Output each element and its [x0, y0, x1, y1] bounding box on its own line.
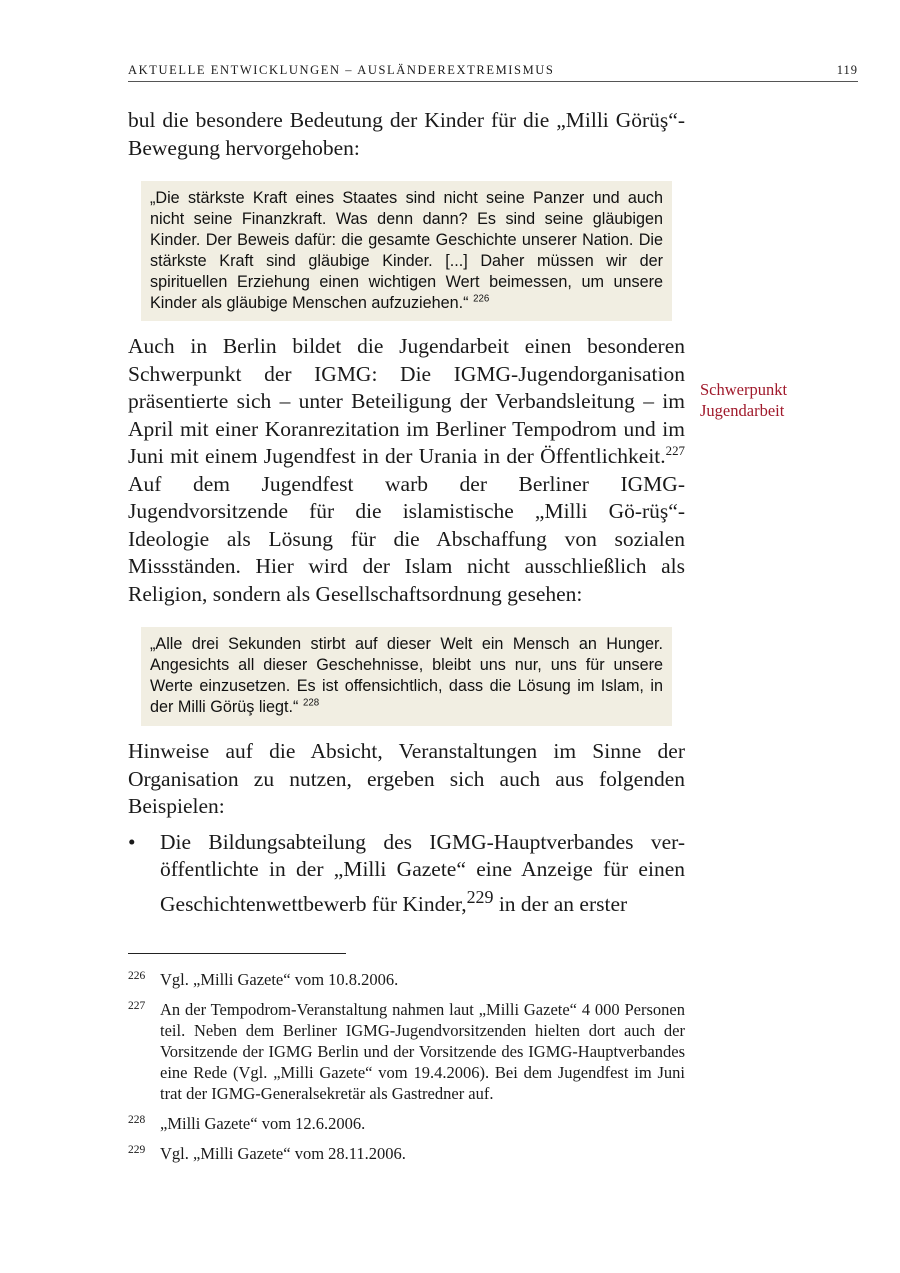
margin-note-line2: Jugendarbeit [700, 400, 785, 420]
footnote-text: Vgl. „Milli Gazete“ vom 10.8.2006. [160, 970, 399, 989]
footnote-text: „Milli Gazete“ vom 12.6.2006. [160, 1114, 366, 1133]
quote-2-text: „Alle drei Sekunden stirbt auf dieser Welt ein Mensch an Hunger. Angesichts all dieser Geschehnisse, bleibt uns nur, uns für unsere Werte einzusetzen. Es ist offensichtlich, dass die Lösung im Islam, in der Milli Görüş liegt.“ [150, 635, 663, 717]
footnote [128, 1143, 685, 1164]
footnote-number: 226 [128, 970, 146, 982]
running-header [128, 62, 858, 82]
footnotes [128, 969, 685, 1173]
bullet-text-part1: Die Bildungsabteilung des IGMG-Hauptverbandes ver-öffentlichte in der „Milli Gazete“ eine Anzeige für einen Geschichtenwettbewerb für Kinder, [160, 829, 685, 916]
footnote-ref-226[interactable]: 226 [473, 293, 490, 305]
bullet-text-part2: in der an erster [493, 891, 628, 916]
footnote [128, 999, 685, 1104]
footnote-number: 229 [128, 1144, 146, 1156]
intro-paragraph: bul die besondere Bedeutung der Kinder für die „Milli Görüş“-Bewegung hervorgehoben: [128, 108, 685, 160]
footnote-ref-229[interactable]: 229 [466, 886, 494, 907]
main-text [128, 107, 685, 918]
footnote-separator [128, 953, 346, 954]
hints-paragraph: Hinweise auf die Absicht, Veranstaltungen im Sinne der Organisation zu nutzen, ergeben sich auch aus folgenden Beispielen: [128, 739, 685, 819]
berlin-paragraph-part1: Auch in Berlin bildet die Jugendarbeit einen besonderen Schwerpunkt der IGMG: Die IGMG-Jugendorganisation präsentierte sich – unter Beteiligung der Verbandsleitung – im April mit einer Koranrezitation im Berliner Tempodrom und im Juni mit einem Jugendfest in der Urania in der Öffentlichkeit. [128, 334, 685, 469]
footnote-ref-227[interactable]: 227 [665, 444, 685, 459]
margin-note-line1: Schwerpunkt [700, 380, 788, 399]
footnote-ref-228[interactable]: 228 [302, 697, 320, 709]
footnote-text: An der Tempodrom-Veranstaltung nahmen laut „Milli Gazete“ 4 000 Personen teil. Neben dem Berliner IGMG-Jugendvorsitzenden hielten dort auch der Vorsitzende der IGMG Berlin und der Vorsitzende des IGMG-Hauptverbandes eine Rede (Vgl. „Milli Gazete“ vom 19.4.2006). Bei dem Jugendfest im Juni trat der IGMG-Generalsekretär als Gastredner auf. [160, 1000, 685, 1103]
footnote-number: 227 [128, 1000, 146, 1012]
margin-note [700, 380, 787, 421]
footnote-number: 228 [128, 1114, 146, 1126]
quote-box-2 [141, 627, 672, 726]
bullet-item [128, 829, 685, 919]
berlin-paragraph [128, 333, 685, 608]
header-title: AKTUELLE ENTWICKLUNGEN – AUSLÄNDEREXTREMISMUS [128, 63, 555, 77]
footnote [128, 969, 685, 990]
page-number: 119 [836, 63, 858, 77]
bullet-list [128, 829, 685, 919]
quote-box-1 [141, 181, 672, 321]
berlin-paragraph-part2: Auf dem Jugendfest warb der Berliner IGMG-Jugendvorsitzende für die islamistische „Milli Gö-rüş“-Ideologie als Lösung für die Abschaffung von sozialen Missständen. Hier wird der Islam nicht ausschließlich als Religion, sondern als Gesellschaftsordnung gesehen: [128, 471, 685, 606]
footnote-text: Vgl. „Milli Gazete“ vom 28.11.2006. [160, 1144, 406, 1163]
quote-1-text: „Die stärkste Kraft eines Staates sind nicht seine Panzer und auch nicht seine Finanzkraft. Was denn dann? Es sind seine gläubigen Kinder. Der Beweis dafür: die gesamte Geschichte unserer Nation. Die stärkste Kraft sind gläubige Kinder. [...] Daher müssen wir der spirituellen Erziehung einen wichtigen Wert beimessen, um unsere Kinder als gläubige Menschen aufzuziehen.“ [150, 189, 663, 312]
footnote [128, 1113, 685, 1134]
bullet-marker: • [128, 829, 136, 854]
